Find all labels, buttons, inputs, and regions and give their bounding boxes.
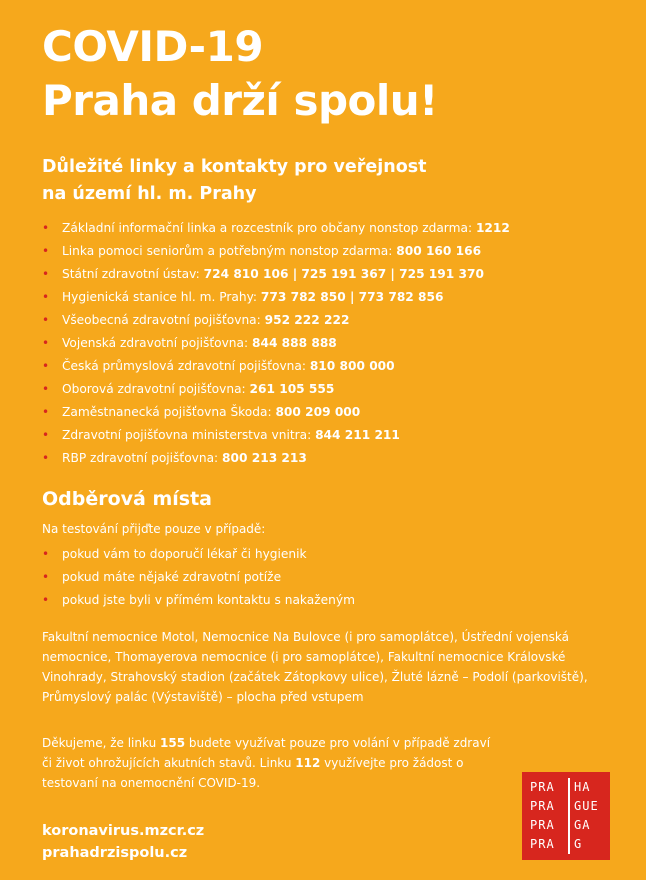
contact-item: [42, 309, 510, 332]
contact-number: 844 211 211: [315, 428, 400, 442]
contact-item: [42, 401, 510, 424]
praha-logo: [522, 772, 610, 860]
testing-places: Fakultní nemocnice Motol, Nemocnice Na Bulovce (i pro samoplátce), Ústřední vojenská nemocnice, Thomayerova nemocnice (i pro samoplátce), Fakultní nemocnice Královské Vinohrady, Strahovský stadion (začátek Zátopkovy ulice), Žluté lázně – Podolí (parkoviště), Průmyslový palác (Výstaviště) – plocha před vstupem: [42, 630, 588, 704]
contact-number: 844 888 888: [251, 336, 337, 350]
contacts-list: [42, 217, 510, 470]
contact-number: 810 800 000: [309, 359, 395, 373]
contact-label: Zaměstnanecká pojišťovna Škoda:: [62, 405, 272, 419]
contact-item: [42, 286, 510, 309]
contact-label: Základní informační linka a rozcestník pro občany nonstop zdarma:: [62, 221, 473, 235]
logo-text: G: [574, 837, 583, 851]
contact-label: RBP zdravotní pojišťovna:: [62, 451, 219, 465]
page-title: [42, 20, 438, 128]
testing-conditions-list: [42, 543, 355, 612]
contact-label: Linka pomoci seniorům a potřebným nonstop zdarma:: [62, 244, 393, 258]
contact-label: Oborová zdravotní pojišťovna:: [62, 382, 246, 396]
logo-right-column: [570, 778, 610, 860]
contact-label: Všeobecná zdravotní pojišťovna:: [62, 313, 261, 327]
contact-item: [42, 447, 510, 470]
contact-item: [42, 378, 510, 401]
contact-number: 800 209 000: [275, 405, 361, 419]
contact-item: [42, 240, 510, 263]
title-line-2: Praha drží spolu!: [42, 76, 438, 125]
thanks-text: využívejte pro žádost o testovaní na onemocnění COVID-19.: [42, 756, 464, 790]
link-prahadrzispolu[interactable]: prahadrzispolu.cz: [42, 845, 188, 861]
thanks-text: Děkujeme, že linku: [42, 736, 160, 750]
logo-text: GA: [574, 818, 591, 832]
contact-label: Státní zdravotní ústav:: [62, 267, 200, 281]
contact-item: [42, 424, 510, 447]
contact-label: Zdravotní pojišťovna ministerstva vnitra:: [62, 428, 312, 442]
contact-label: Hygienická stanice hl. m. Prahy:: [62, 290, 258, 304]
contacts-heading-line-2: na území hl. m. Prahy: [42, 184, 257, 204]
testing-intro: Na testování přijďte pouze v případě:: [42, 522, 266, 536]
contact-number: 952 222 222: [264, 313, 350, 327]
contact-number: 800 213 213: [222, 451, 307, 465]
logo-text: PRA: [530, 837, 555, 851]
condition-item: • pokud máte nějaké zdravotní potíže: [42, 566, 355, 589]
thanks-note: [42, 733, 492, 793]
logo-text: PRA: [530, 780, 555, 794]
contact-number: 773 782 850 | 773 782 856: [260, 290, 444, 304]
logo-text: GUE: [574, 799, 599, 813]
contact-item: [42, 355, 510, 378]
contact-number: 800 160 166: [396, 244, 482, 258]
contact-item: [42, 263, 510, 286]
logo-text: PRA: [530, 818, 555, 832]
contact-number: 1212: [475, 221, 510, 235]
logo-left-column: [530, 778, 568, 860]
contact-item: [42, 217, 510, 240]
links: [42, 820, 204, 864]
contact-label: Česká průmyslová zdravotní pojišťovna:: [62, 359, 306, 373]
condition-item: • pokud jste byli v přímém kontaktu s nakaženým: [42, 589, 355, 612]
thanks-text: budete využívat pouze pro volání v případě zdraví či život ohrožujících akutních stavů. Linku: [42, 736, 491, 770]
testing-heading: Odběrová místa: [42, 488, 213, 510]
contacts-heading: [42, 154, 562, 208]
logo-text: HA: [574, 780, 591, 794]
logo-text: PRA: [530, 799, 555, 813]
emergency-number-112: 112: [295, 756, 321, 770]
condition-item: • pokud vám to doporučí lékař či hygienik: [42, 543, 355, 566]
contact-label: Vojenská zdravotní pojišťovna:: [62, 336, 249, 350]
link-koronavirus[interactable]: koronavirus.mzcr.cz: [42, 823, 205, 839]
contacts-heading-line-1: Důležité linky a kontakty pro veřejnost: [42, 157, 427, 177]
contact-item: [42, 332, 510, 355]
contact-number: 724 810 106 | 725 191 367 | 725 191 370: [203, 267, 484, 281]
contact-number: 261 105 555: [249, 382, 335, 396]
title-line-1: COVID-19: [42, 22, 264, 71]
emergency-number-155: 155: [160, 736, 186, 750]
